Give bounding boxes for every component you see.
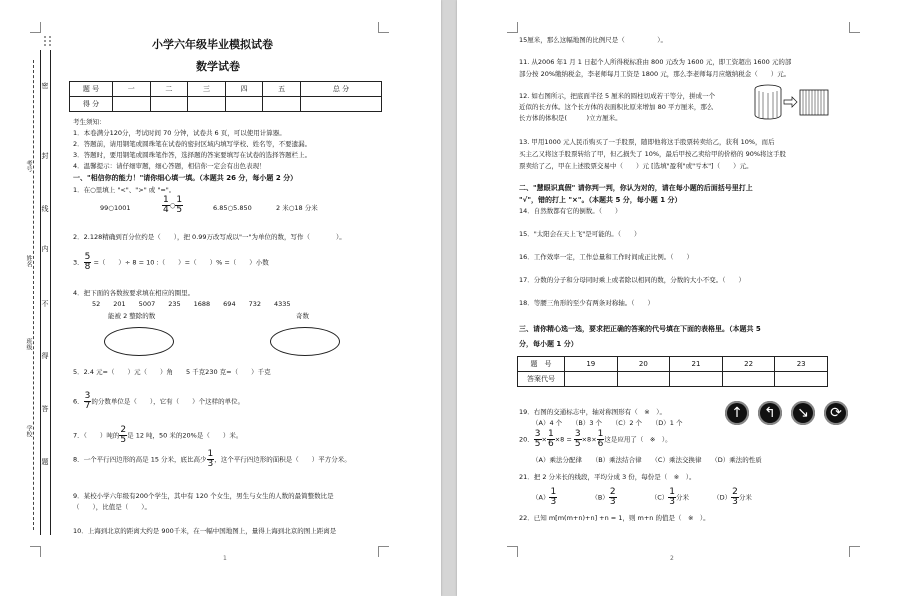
notice-title: 考生须知： <box>73 118 106 126</box>
crop-mark <box>507 546 518 557</box>
side-dotted-char: 线 <box>41 205 49 212</box>
roundabout-sign-icon: ⟳ <box>824 401 848 425</box>
score-header-cell: 题 号 <box>70 82 113 97</box>
question-11-line-1: 11. 从2006 年1 月 1 日起个人所得税标准由 800 元改为 1600 元，即工资超出 1600 元的部 <box>519 58 792 66</box>
question-19: 19．右图的交通标志中，轴对称图形有（ ※ ）。 <box>519 408 666 416</box>
notice-item: 2．答题前，请用钢笔或圆珠笔在试卷的密封区域内填写学校、姓名等，不要遗漏。 <box>73 140 312 148</box>
answer-header-cell: 22 <box>722 357 775 372</box>
notice-item: 4．温馨提示：请仔细审题，细心答题，相信你一定会有出色表现！ <box>73 162 266 170</box>
even-number-ellipse <box>104 327 174 356</box>
q4-left-label: 能被 2 整除的数 <box>108 312 156 320</box>
question-12-line-1: 12. 如右图所示，把底面半径 5 厘米的圆柱切成若干等分，拼成一个 <box>519 92 716 100</box>
crop-mark <box>378 22 389 33</box>
q19-options: （A）4 个 （B）3 个 （C）2 个 （D）1 个 <box>532 419 683 427</box>
question-15: 15．"太阳会在天上飞"是可能的。（ ） <box>519 230 641 238</box>
answer-cell[interactable] <box>775 372 828 387</box>
q1-item-a: 99○1001 <box>100 204 131 212</box>
section-2-heading: 二、"慧眼识真假" 请你判一判，你认为对的，请在每小题的后面括号里打上 <box>519 184 753 192</box>
fraction: $\frac{2}{3}$ <box>732 487 738 507</box>
question-13-line-3: 票卖给了乙，甲在上述股票交易中（ ）元 [选填"盈利"或"亏本"]（ ）元。 <box>519 162 753 170</box>
fraction: $\frac{1}{3}$ <box>669 487 675 507</box>
section-3-heading-2: 分，每小题 1 分） <box>519 340 578 348</box>
question-6: 6． $\frac{3}{7}$ 的分数单位是（ ），它有（ ）个这样的单位。 <box>73 391 245 411</box>
question-10: 10．上海到北京的距离大约是 900千米，在一幅中国地图上，量得上海到北京的图上距离是 <box>73 527 337 535</box>
crop-mark <box>378 546 389 557</box>
fraction: $\frac{3}{7}$ <box>84 391 91 411</box>
side-dotted-char: 封 <box>41 152 49 159</box>
question-22: 22．已知 m[m(m+n)+n] +n = 1，则 m+n 的值是（ ※ ）。 <box>519 514 710 522</box>
notice-item: 1．本卷满分120分，考试时间 70 分钟，试卷共 6 页，可以使用计算器。 <box>73 129 286 137</box>
question-17: 17．分数的分子和分母同时乘上或者除以相同的数，分数的大小不变。（ ） <box>519 276 746 284</box>
fraction: $\frac{1}{6}$ <box>547 429 554 449</box>
question-9-line-1: 9．某校小学六年级有200个学生，其中有 120 个女生，男生与女生的人数的最简整数比是 <box>73 492 334 500</box>
side-dotted-char: 内 <box>41 245 49 252</box>
fraction: $\frac{2}{5}$ <box>120 425 127 445</box>
q20-options: （A）乘法分配律 （B）乘法结合律 （C）乘法交换律 （D）乘法的性质 <box>532 456 762 464</box>
score-header-cell: 五 <box>263 82 301 97</box>
class-label: 班级 <box>25 338 32 350</box>
answer-cell[interactable] <box>722 372 775 387</box>
down-right-sign-icon: ↘ <box>791 401 815 425</box>
answer-header-cell: 21 <box>670 357 723 372</box>
question-3: 3． $\frac{5}{8}$ =（ ）÷ 8 = 10 :（ ）=（ ）% =（ ）小数 <box>73 252 269 272</box>
score-cell[interactable] <box>188 97 226 112</box>
page-2 <box>457 0 919 596</box>
fraction: $\frac{5}{8}$ <box>84 252 91 272</box>
question-7: 7．（ ）吨的 $\frac{2}{5}$ 是 12 吨，50 米的20%是（ ）米。 <box>73 425 243 445</box>
answer-cell[interactable] <box>565 372 618 387</box>
fraction: $\frac{1}{6}$ <box>597 429 604 449</box>
section-2-heading-2: "√"，错的打上 "×"。（本题共 5 分，每小题 1 分） <box>519 196 682 204</box>
school-label: 学校 <box>25 425 32 437</box>
side-dotted-char: 不 <box>41 300 49 307</box>
q1-item-c: 6.85○5.850 <box>213 204 252 212</box>
score-header-cell: 二 <box>150 82 188 97</box>
answer-header-cell: 20 <box>617 357 670 372</box>
kaohao-label: 考号 <box>25 160 32 172</box>
score-header-cell: 三 <box>188 82 226 97</box>
crop-mark <box>30 546 41 557</box>
section-1-heading: 一、"相信你的能力！"请你细心填一填。（本题共 26 分，每小题 2 分） <box>73 174 298 182</box>
q1-item-d: 2 米○18 分米 <box>276 204 318 212</box>
score-cell[interactable] <box>150 97 188 112</box>
page-1 <box>0 0 441 596</box>
score-cell[interactable] <box>263 97 301 112</box>
question-9-line-2: （ ），比值是（ ）。 <box>73 503 151 511</box>
answer-table <box>517 356 828 387</box>
crop-mark <box>507 22 518 33</box>
seal-dashed-line <box>33 60 34 530</box>
page-number: 2 <box>670 555 674 562</box>
score-cell[interactable] <box>113 97 151 112</box>
question-13-line-1: 13. 甲用1000 元人民币购买了一手股票，随即他将这手股票转卖给乙，获利 10%，而后 <box>519 138 775 146</box>
crop-mark <box>849 22 860 33</box>
answer-header-cell: 题 号 <box>518 357 565 372</box>
question-13-line-2: 买主乙又将这手股票转给了甲，但乙损失了 10%，最后甲按乙卖给甲的价格的 90%将这手股 <box>519 150 787 158</box>
name-label: 姓名 <box>25 255 32 267</box>
up-arrow-sign-icon: ↑ <box>725 401 749 425</box>
move-handle-icon[interactable] <box>44 36 54 48</box>
answer-cell[interactable] <box>617 372 670 387</box>
cylinder-cut-figure <box>754 84 832 120</box>
q4-right-label: 奇数 <box>296 312 309 320</box>
fraction: $\frac{1}{5}$ <box>176 195 183 215</box>
question-20: 20． $\frac{3}{5}$ × $\frac{1}{6}$ ×8 = $\frac{3}{5}$ ×8× $\frac{1}{6}$ 这是应用了（ ※ ）。 <box>519 429 672 449</box>
fraction: $\frac{1}{3}$ <box>550 487 557 507</box>
exam-title: 小学六年级毕业模拟试卷 <box>152 38 273 51</box>
page-number: 1 <box>223 555 227 562</box>
answer-row-label: 答案代号 <box>518 372 565 387</box>
question-11-line-2: 部分按 20%缴纳税金，李老师每月工资是 1800 元，那么李老师每月应缴纳税金（ ）元。 <box>519 70 791 78</box>
question-14: 14．自然数都有它的倒数。（ ） <box>519 207 622 215</box>
question-10-continued: 15厘米，那么这幅地图的比例尺是（ ）。 <box>519 36 668 44</box>
score-header-cell: 一 <box>113 82 151 97</box>
odd-number-ellipse <box>270 327 340 356</box>
question-12-line-3: 长方体的体积是( )立方厘米。 <box>519 114 622 122</box>
binding-line <box>50 50 51 535</box>
notice-item: 3．答题时，要用钢笔或圆珠笔作答，选择题的答案要填写在试卷的选择答题栏上。 <box>73 151 312 159</box>
side-dotted-char: 得 <box>41 352 49 359</box>
score-table <box>69 81 382 112</box>
question-4: 4．把下面的各数按要求填在相应的圈里。 <box>73 289 195 297</box>
side-dotted-char: 题 <box>41 458 49 465</box>
score-cell[interactable] <box>225 97 263 112</box>
q4-number-list: 52 201 5007 235 1688 694 732 4335 <box>92 300 291 308</box>
fraction: $\frac{3}{5}$ <box>574 429 581 449</box>
crop-mark <box>849 546 860 557</box>
section-3-heading: 三、请你精心选一选，要求把正确的答案的代号填在下面的表格里。（本题共 5 <box>519 325 761 333</box>
score-row-label: 得 分 <box>70 97 113 112</box>
fraction: $\frac{1}{3}$ <box>207 449 214 469</box>
score-cell[interactable] <box>300 97 381 112</box>
turn-left-sign-icon: ↰ <box>758 401 782 425</box>
side-dotted-char: 答 <box>41 405 49 412</box>
question-5: 5．2.4 元=（ ）元（ ）角 5 千克230 克=（ ）千克 <box>73 368 271 376</box>
score-header-cell: 总 分 <box>300 82 381 97</box>
question-18: 18．等腰三角形的至少有两条对称轴。（ ） <box>519 299 655 307</box>
question-8: 8．一个平行四边形的高是 15 分米，底比高少 $\frac{1}{3}$ ，这个平行四边形的面积是（ ）平方分米。 <box>73 449 351 469</box>
question-1: 1．在○里填上 "<"、">" 或 "="。 <box>73 186 176 194</box>
question-16: 16．工作效率一定，工作总量和工作时间成正比例。（ ） <box>519 253 694 261</box>
fraction: $\frac{2}{3}$ <box>609 487 616 507</box>
question-12-line-2: 近似的长方体。这个长方体的表面积比原来增加 80 平方厘米，那么 <box>519 103 714 111</box>
q1-item-b: $\frac{1}{4}$ ○ $\frac{1}{5}$ <box>163 195 183 215</box>
side-dotted-char: 密 <box>41 82 49 89</box>
answer-header-cell: 23 <box>775 357 828 372</box>
q21-options: （A） $\frac{1}{3}$ （B） $\frac{2}{3}$ （C） $\frac{1}{3}$ 分米 （D） $\frac{2}{3}$ 分米 <box>532 487 752 507</box>
question-21: 21．把 2 分米长的线段，平均分成 3 份，每份是（ ※ ）。 <box>519 473 696 481</box>
crop-mark <box>30 22 41 33</box>
answer-cell[interactable] <box>670 372 723 387</box>
fraction: $\frac{3}{5}$ <box>534 429 541 449</box>
answer-header-cell: 19 <box>565 357 618 372</box>
question-2: 2．2.128精确到百分位约是（ ），把 0.99万改写成以"一"为单位的数，写作（ ）。 <box>73 233 346 241</box>
exam-subtitle: 数学试卷 <box>196 60 240 73</box>
score-header-cell: 四 <box>225 82 263 97</box>
fraction: $\frac{1}{4}$ <box>163 195 169 215</box>
